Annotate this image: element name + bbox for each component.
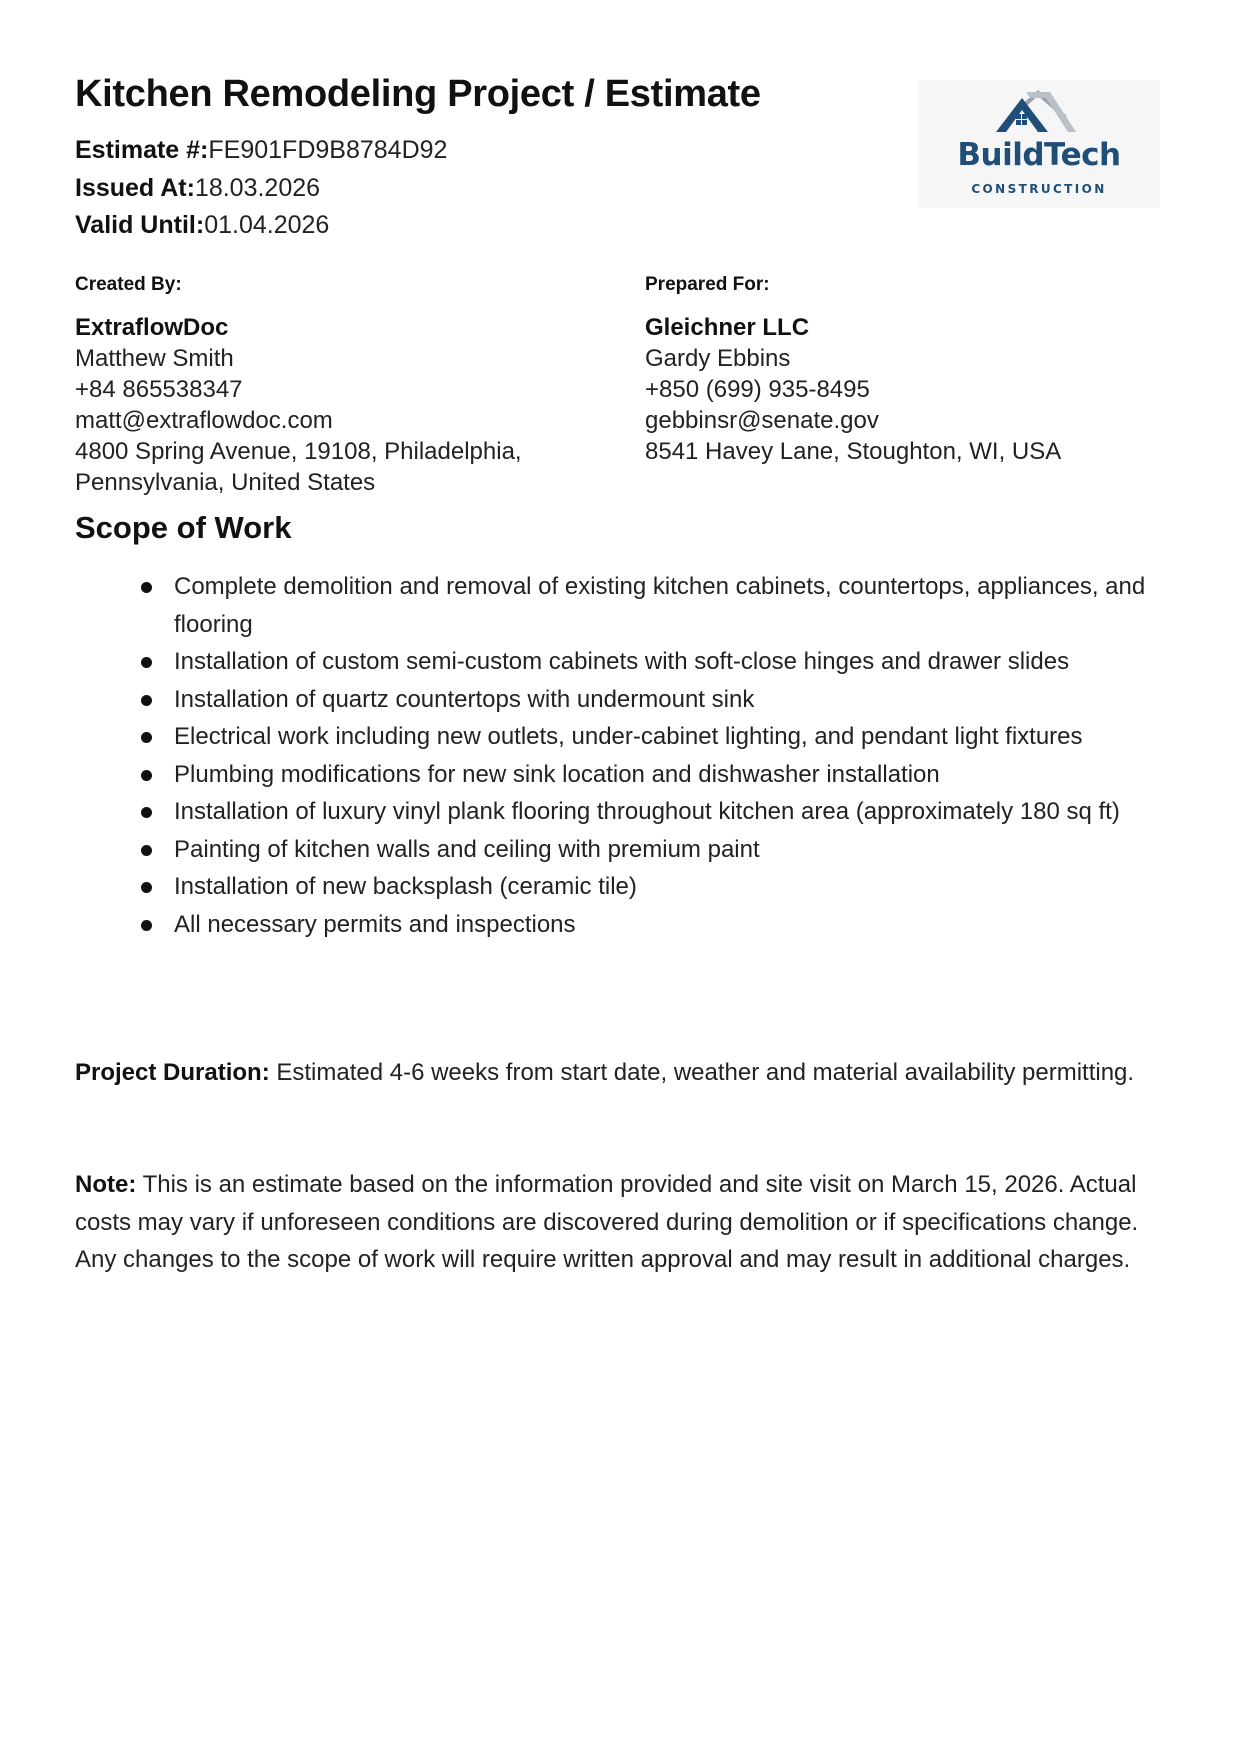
created-by-label: Created By: [75,274,182,295]
created-by-address-line2: Pennsylvania, United States [75,469,376,496]
project-duration-text: Estimated 4-6 weeks from start date, weather and material availability permitting. [276,1059,1135,1086]
created-by-block [75,270,575,498]
prepared-for-label: Prepared For: [645,274,770,295]
prepared-for-block [645,270,1145,467]
scope-item [75,906,1165,944]
scope-item-text: Installation of luxury vinyl plank flooring throughout kitchen area (approximately 180 sq ft) [174,798,1120,825]
bullet-icon [141,920,152,931]
scope-item [75,568,1165,643]
scope-item-text: Electrical work including new outlets, under-cabinet lighting, and pendant light fixtures [174,723,1083,750]
issued-at-label: Issued At: [75,173,195,202]
document-title: Kitchen Remodeling Project / Estimate [75,73,761,115]
scope-item [75,756,1165,794]
bullet-icon [141,582,152,593]
prepared-for-contact: Gardy Ebbins [645,345,791,372]
scope-item [75,868,1165,906]
scope-of-work-heading: Scope of Work [75,510,292,545]
project-duration-label: Project Duration: [75,1059,270,1086]
scope-item-text: Painting of kitchen walls and ceiling with premium paint [174,835,760,863]
bullet-icon [141,845,152,856]
bullet-icon [141,882,152,893]
project-duration-paragraph [75,1054,1175,1092]
valid-until-row [75,207,447,245]
scope-item-text: Installation of custom semi-custom cabinets with soft-close hinges and drawer slides [174,648,1070,675]
company-logo [918,80,1160,208]
scope-item-text: Installation of quartz countertops with undermount sink [174,685,755,713]
scope-of-work-list [75,568,1165,943]
scope-item-text: All necessary permits and inspections [174,910,576,938]
created-by-email: matt@extraflowdoc.com [75,407,333,434]
bullet-icon [141,732,152,743]
estimate-meta [75,132,447,245]
issued-at-row [75,170,447,208]
prepared-for-phone: +850 (699) 935-8495 [645,376,870,403]
note-text: This is an estimate based on the information provided and site visit on March 15, 2026. Actual costs may vary if unforeseen conditions are discovered during demolition or if specifications change. Any changes to the scope of work will require written approval and may result in additional charges. [75,1171,1139,1273]
scope-item-text: Complete demolition and removal of existing kitchen cabinets, countertops, appliances, and flooring [174,573,1146,638]
scope-item [75,681,1165,719]
scope-item [75,793,1165,831]
scope-item [75,643,1165,681]
prepared-for-email: gebbinsr@senate.gov [645,407,879,434]
bullet-icon [141,770,152,781]
created-by-address-line1: 4800 Spring Avenue, 19108, Philadelphia, [75,438,522,465]
prepared-for-address: 8541 Havey Lane, Stoughton, WI, USA [645,438,1062,465]
issued-at-value: 18.03.2026 [194,173,321,202]
bullet-icon [141,657,152,668]
bullet-icon [141,807,152,818]
note-paragraph [75,1166,1175,1279]
scope-item [75,831,1165,869]
created-by-contact: Matthew Smith [75,345,234,372]
scope-item-text: Installation of new backsplash (ceramic tile) [174,873,637,900]
estimate-number-row [75,132,447,170]
logo-subtitle-text: CONSTRUCTION [971,182,1107,196]
scope-item [75,718,1165,756]
created-by-phone: +84 865538347 [75,376,243,403]
bullet-icon [141,695,152,706]
estimate-number-label: Estimate #: [75,136,209,164]
note-label: Note: [75,1171,137,1198]
prepared-for-company: Gleichner LLC [645,314,810,341]
estimate-number-value: FE901FD9B8784D92 [208,136,448,164]
logo-brand-text: BuildTech [957,137,1121,173]
created-by-company: ExtraflowDoc [75,314,229,341]
scope-item-text: Plumbing modifications for new sink location and dishwasher installation [174,760,940,788]
valid-until-label: Valid Until: [75,211,205,239]
valid-until-value: 01.04.2026 [204,211,330,239]
